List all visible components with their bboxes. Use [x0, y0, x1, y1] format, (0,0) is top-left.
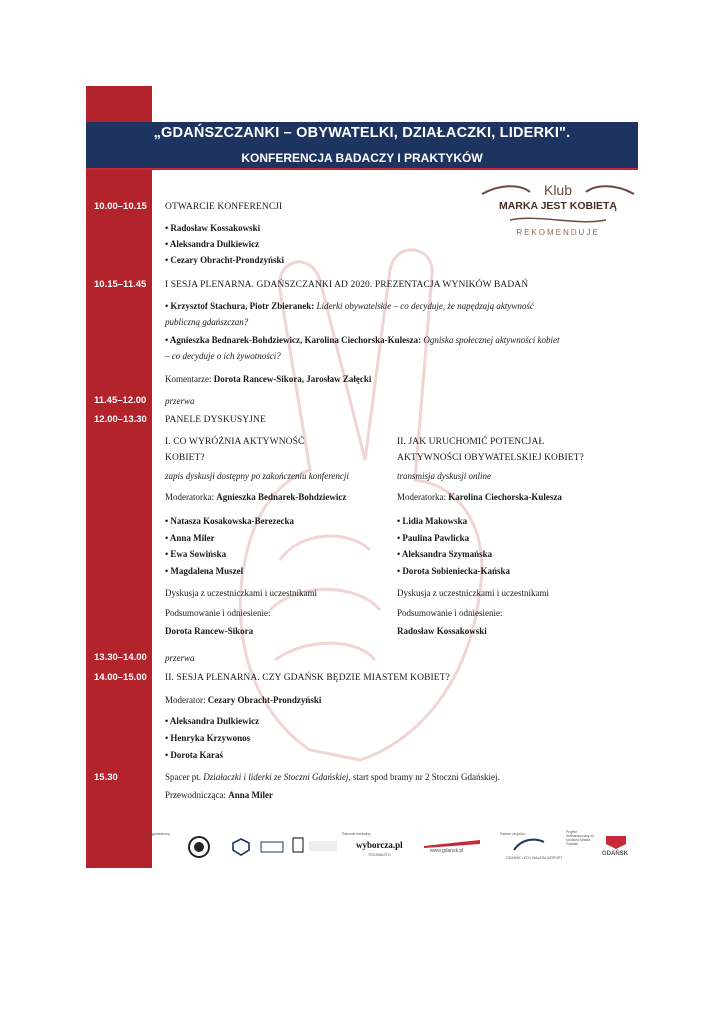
talk-title: Liderki obywatelskie – co decyduje, że napędzają aktywność — [316, 301, 534, 311]
walk-line — [165, 771, 500, 783]
time-slot: 14.00–15.00 — [94, 672, 147, 683]
list-item: • Aleksandra Dulkiewicz — [165, 715, 259, 727]
opening-heading: OTWARCIE KONFERENCJI — [165, 202, 283, 212]
gdansk-crest-icon — [604, 834, 628, 850]
panel2-title: II. JAK URUCHOMIĆ POTENCJAŁ — [397, 437, 545, 447]
subtitle-band — [86, 146, 638, 170]
walk-title: Działaczki i liderki ze Stoczni Gdańskiej, — [203, 772, 351, 782]
comments-names: Dorota Rancew-Sikora, Jarosław Załęcki — [213, 374, 372, 384]
panel2-moderator — [397, 491, 562, 503]
panel1-note: zapis dyskusji dostępny po zakończeniu konferencji — [165, 471, 349, 481]
gdansk-label: GDAŃSK — [602, 851, 629, 857]
media-label: Patronat medialny: — [342, 832, 372, 836]
talk-title-cont: – co decyduje o ich żywotności? — [165, 351, 281, 361]
list-item: • Natasza Kosakowska-Berezecka — [165, 515, 294, 527]
panel1-summary-label: Podsumowanie i odniesienie: — [165, 608, 271, 618]
panel2-note: transmisja dyskusji online — [397, 471, 491, 481]
list-item: • Aleksandra Dulkiewicz — [165, 238, 259, 250]
gdansk-pl-label: www.gdansk.pl — [430, 848, 464, 854]
association-logo-icon — [290, 834, 306, 858]
panel1-summary: Dorota Rancew-Sikora — [165, 626, 254, 636]
list-item: • Magdalena Muszel — [165, 565, 243, 577]
moderator-name: Cezary Obracht-Prondzyński — [207, 695, 322, 705]
panels-heading: PANELE DYSKUSYJNE — [165, 415, 266, 425]
time-slot: 13.30–14.00 — [94, 652, 147, 663]
session1-item2 — [165, 334, 560, 346]
faculty-logo-icon — [232, 838, 250, 856]
red-stripe — [86, 168, 638, 170]
ornament-icon — [508, 216, 608, 224]
session2-heading: II. SESJA PLENARNA. CZY GDAŃSK BĘDZIE MIASTEM KOBIET? — [165, 673, 450, 683]
title-band — [86, 122, 638, 146]
moderator-name: Agnieszka Bednarek-Bohdziewicz — [216, 492, 347, 502]
airport-label: GDANSK LECH WALESA AIRPORT — [506, 856, 563, 860]
list-item: • Ewa Sowińska — [165, 548, 226, 560]
session1-heading: I SESJA PLENARNA. GDAŃSZCZANKI AD 2020. PREZENTACJA WYNIKÓW BADAŃ — [165, 280, 529, 290]
walk-prefix: Spacer pt. — [165, 772, 201, 782]
time-slot: 15.30 — [94, 772, 118, 783]
trojmiasto-label: TRÓJMIASTO — [368, 853, 391, 857]
logo-rekomenduje: REKOMENDUJE — [516, 228, 600, 237]
speaker-names: • Agnieszka Bednarek-Bohdziewicz, Karolina Ciechorska-Kulesza: — [165, 335, 421, 345]
time-slot: 11.45–12.00 — [94, 395, 147, 406]
walk-suffix: start spod bramy nr 2 Stoczni Gdańskiej. — [352, 772, 500, 782]
break-label: przerwa — [165, 653, 195, 663]
airport-logo-icon — [512, 836, 546, 854]
panel2-title-cont: AKTYWNOŚCI OBYWATELSKIEJ KOBIET? — [397, 453, 584, 463]
comments-line — [165, 373, 371, 385]
talk-title-cont: publiczną gdańszczan? — [165, 317, 249, 327]
sponsor-label: Projekt dofinansowany ze środków Miasta Gdańsk — [566, 830, 595, 846]
list-item: • Cezary Obracht-Prondzyński — [165, 254, 284, 266]
list-item: • Henryka Krzywonos — [165, 732, 250, 744]
walk-chair — [165, 789, 273, 801]
conference-subtitle: KONFERENCJA BADACZY I PRAKTYKÓW — [241, 151, 483, 165]
chair-name: Anna Miler — [228, 790, 273, 800]
panel1-title-cont: KOBIET? — [165, 453, 205, 463]
organizers-label: Organizatorzy: — [148, 832, 171, 836]
moderator-label: Moderator: — [165, 695, 206, 705]
time-slot: 10.00–10.15 — [94, 201, 147, 212]
panel2-summary: Radosław Kossakowski — [397, 626, 487, 636]
moderator-label: Moderatorka: — [397, 492, 446, 502]
list-item: • Paulina Pawlicka — [397, 532, 469, 544]
wyborcza-logo: wyborcza.pl — [356, 840, 403, 850]
time-slot: 12.00–13.30 — [94, 414, 147, 425]
panel2-summary-label: Podsumowanie i odniesienie: — [397, 608, 503, 618]
panel1-moderator — [165, 491, 346, 503]
list-item: • Aleksandra Szymańska — [397, 548, 492, 560]
conference-title: „GDAŃSZCZANKI – OBYWATELKI, DZIAŁACZKI, LIDERKI". — [153, 125, 571, 141]
list-item: • Anna Miler — [165, 532, 215, 544]
logo-marka: MARKA JEST KOBIETĄ — [498, 200, 618, 212]
association-name-icon — [308, 838, 338, 854]
time-slot: 10.15–11.45 — [94, 279, 147, 290]
list-item: • Lidia Makowska — [397, 515, 467, 527]
project-partner-label: Partner projektu: — [500, 832, 526, 836]
session1-item1 — [165, 300, 534, 312]
klub-marka-logo — [478, 180, 638, 242]
break-label: przerwa — [165, 396, 195, 406]
panel2-discussion: Dyskusja z uczestniczkami i uczestnikami — [397, 588, 549, 598]
list-item: • Dorota Karaś — [165, 749, 223, 761]
panel1-title: I. CO WYRÓŻNIA AKTYWNOŚĆ — [165, 437, 305, 447]
speaker-names: • Krzysztof Stachura, Piotr Zbieranek: — [165, 301, 314, 311]
panel1-discussion: Dyskusja z uczestniczkami i uczestnikami — [165, 588, 317, 598]
moderator-name: Karolina Ciechorska-Kulesza — [448, 492, 562, 502]
session2-moderator — [165, 694, 321, 706]
university-seal-icon — [188, 836, 210, 858]
chair-label: Przewodnicząca: — [165, 790, 226, 800]
list-item: • Dorota Sobieniecka-Kańska — [397, 565, 510, 577]
gdansk-pl-ribbon-icon — [424, 838, 480, 848]
moderator-label: Moderatorka: — [165, 492, 214, 502]
list-item: • Radosław Kossakowski — [165, 222, 260, 234]
logo-klub: Klub — [543, 182, 573, 198]
talk-title: Ogniska społecznej aktywności kobiet — [423, 335, 560, 345]
partner-logo-icon — [260, 838, 284, 856]
comments-label: Komentarze: — [165, 374, 212, 384]
